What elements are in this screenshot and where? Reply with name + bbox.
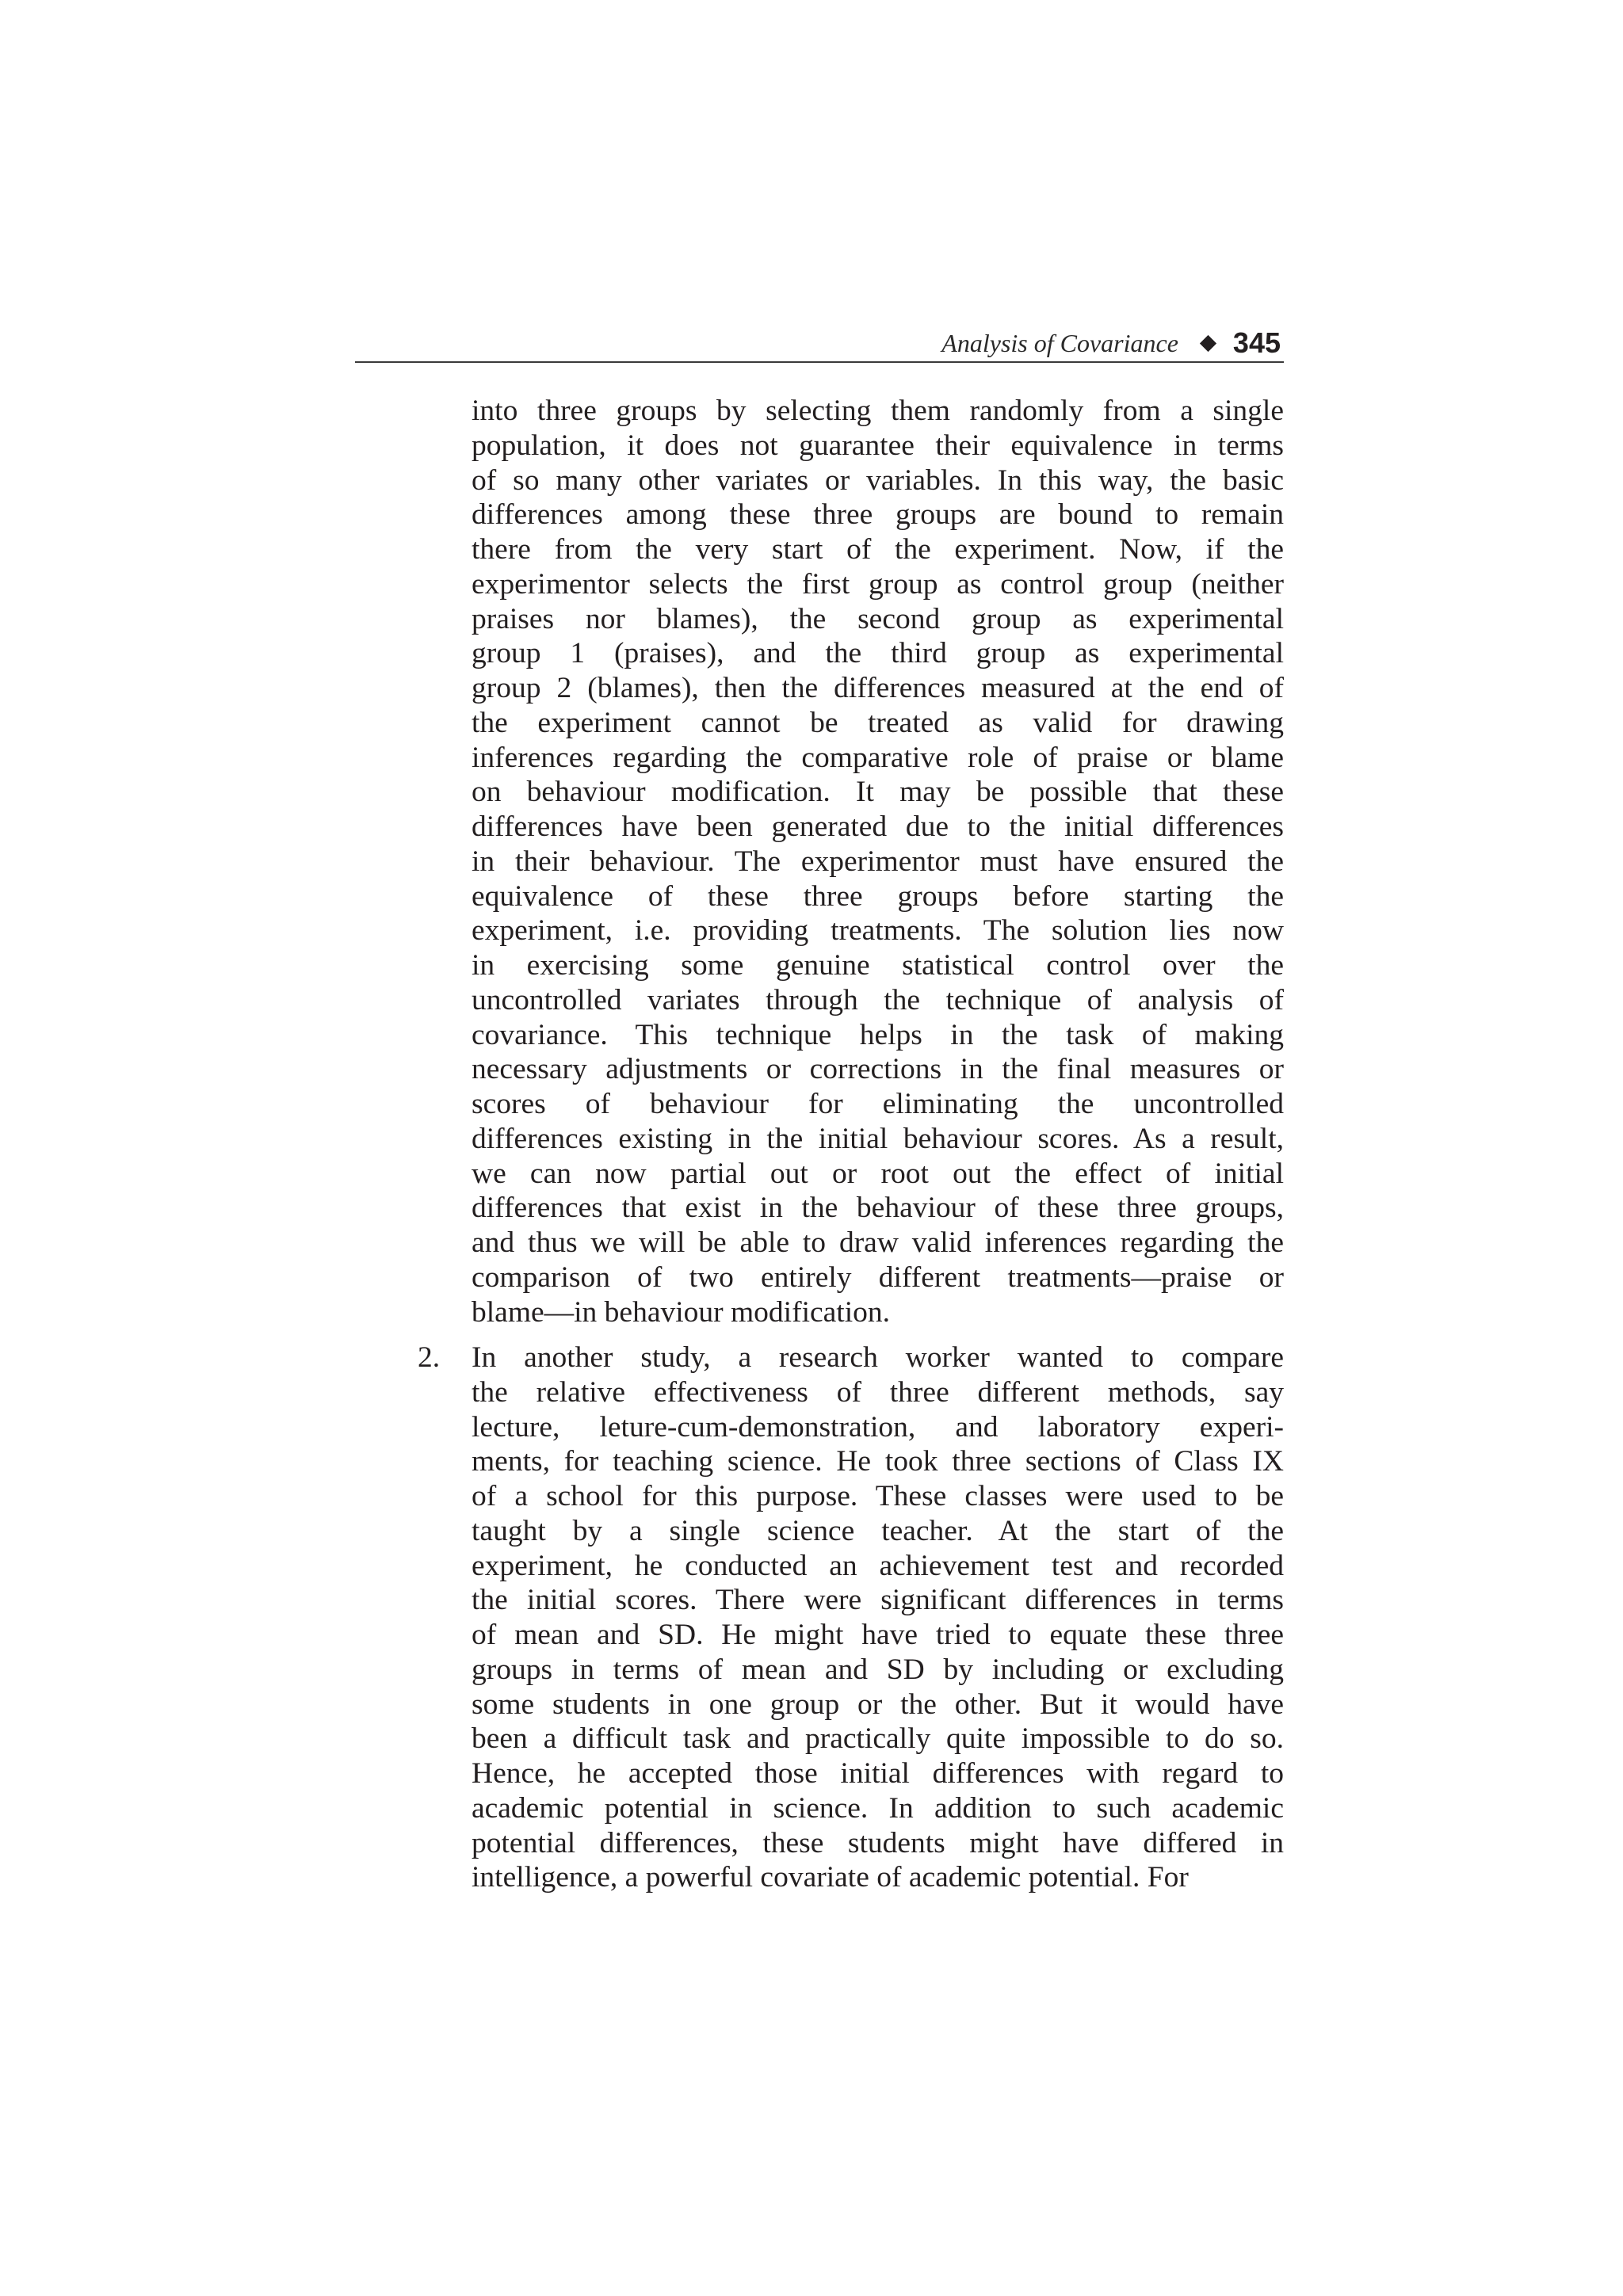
running-head-content	[941, 326, 1281, 360]
text-line: blame—in behaviour modification.	[472, 1295, 890, 1329]
text-line: in their behaviour. The experimentor must have ensured the	[472, 845, 1284, 878]
running-head-title: Analysis of Covariance	[941, 328, 1178, 357]
list-item-2	[472, 1341, 1284, 1895]
text-line: differences that exist in the behaviour of these three groups,	[472, 1192, 1284, 1225]
list-item-number: 2.	[418, 1341, 441, 1374]
text-line: lecture, leture-cum-demonstration, and laboratory experi-	[472, 1410, 1284, 1444]
text-line: uncontrolled variates through the technique of analysis of	[472, 983, 1284, 1016]
text-line: experiment, i.e. providing treatments. The solution lies now	[472, 914, 1284, 948]
text-line: taught by a single science teacher. At the start of the	[472, 1514, 1284, 1547]
text-line: into three groups by selecting them randomly from a single	[472, 395, 1284, 427]
text-line: differences have been generated due to the initial differences	[472, 810, 1284, 843]
page-number: 345	[1232, 326, 1281, 359]
text-line: experimentor selects the first group as control group (neither	[472, 567, 1284, 601]
text-line: groups in terms of mean and SD by including or excluding	[472, 1653, 1284, 1686]
text-line: scores of behaviour for eliminating the uncontrolled	[472, 1088, 1284, 1120]
text-line: differences among these three groups are bound to remain	[472, 498, 1284, 532]
text-line: there from the very start of the experiment. Now, if the	[472, 533, 1284, 566]
text-line: on behaviour modification. It may be possible that these	[472, 776, 1284, 809]
text-line: the relative effectiveness of three different methods, say	[472, 1375, 1284, 1409]
text-line: population, it does not guarantee their equivalence in terms	[472, 429, 1284, 462]
text-line: academic potential in science. In addition to such academic	[472, 1791, 1284, 1825]
text-line: the experiment cannot be treated as valid for drawing	[472, 706, 1284, 739]
text-line: necessary adjustments or corrections in the final measures or	[472, 1053, 1284, 1086]
text-line: comparison of two entirely different treatments—praise or	[472, 1261, 1284, 1294]
list-item-text	[472, 1341, 1284, 1895]
text-line: and thus we will be able to draw valid inferences regarding the	[472, 1226, 1284, 1259]
text-line: group 2 (blames), then the differences measured at the end of	[472, 672, 1284, 704]
text-line: of mean and SD. He might have tried to equate these three	[472, 1619, 1284, 1651]
text-line: ments, for teaching science. He took three sections of Class IX	[472, 1445, 1284, 1478]
text-line: inferences regarding the comparative role of praise or blame	[472, 741, 1284, 774]
text-line: covariance. This technique helps in the task of making	[472, 1018, 1284, 1051]
paragraph-continued	[472, 394, 1284, 1329]
text-line: potential differences, these students might have differed in	[472, 1826, 1284, 1859]
text-line: equivalence of these three groups before starting the	[472, 879, 1284, 913]
text-line: of a school for this purpose. These classes were used to be	[472, 1480, 1284, 1512]
text-line: intelligence, a powerful covariate of academic potential. For	[472, 1861, 1189, 1894]
text-line: group 1 (praises), and the third group as experimental	[472, 637, 1284, 670]
text-line: Hence, he accepted those initial differences with regard to	[472, 1757, 1284, 1790]
text-line: differences existing in the initial behaviour scores. As a result,	[472, 1122, 1284, 1155]
text-line: we can now partial out or root out the effect of initial	[472, 1157, 1284, 1190]
text-line: the initial scores. There were significant differences in terms	[472, 1584, 1284, 1617]
text-line: in exercising some genuine statistical control over the	[472, 949, 1284, 982]
text-line: praises nor blames), the second group as experimental	[472, 602, 1284, 635]
diamond-icon	[1200, 334, 1216, 351]
running-head	[355, 326, 1284, 363]
text-line: of so many other variates or variables. In this way, the basic	[472, 463, 1284, 497]
text-line: experiment, he conducted an achievement test and recorded	[472, 1549, 1284, 1582]
text-line: some students in one group or the other. But it would have	[472, 1688, 1284, 1721]
text-line: In another study, a research worker wanted to compare	[472, 1341, 1284, 1374]
text-line: been a difficult task and practically quite impossible to do so.	[472, 1722, 1284, 1756]
paragraph-text	[472, 394, 1284, 1329]
